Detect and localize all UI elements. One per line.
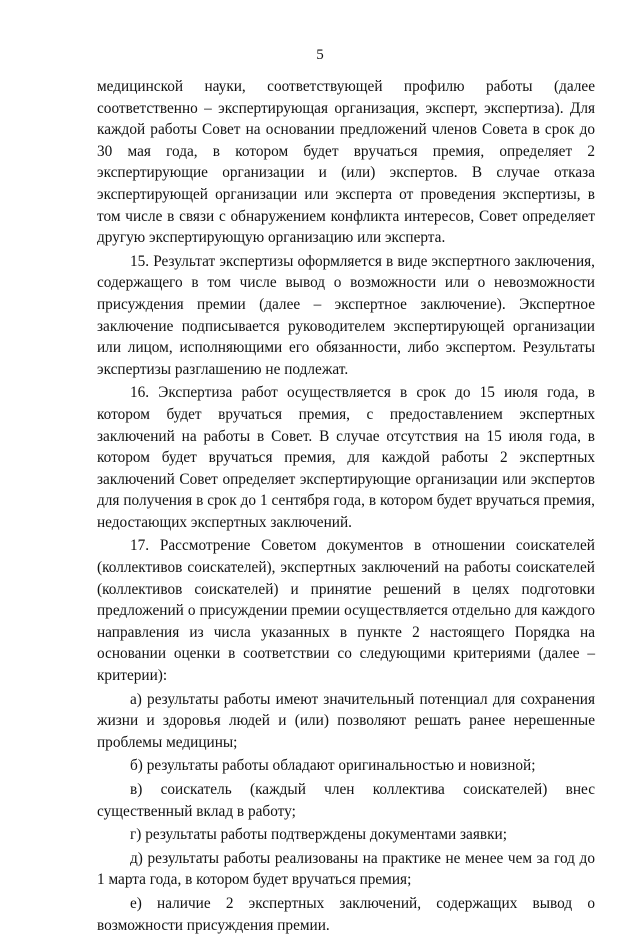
- criterion-g: г) результаты работы подтверждены документами заявки;: [130, 826, 507, 844]
- paragraph-item-16: 16. Экспертиза работ осуществляется в срок до 15 июля года, в котором будет вручаться премия, с предоставлением экспертных заключений на работы в Совет. В случае отсутствия на 15 июля года, в котором будет вручаться премия, для каждой работы 2 экспертных заключений Совет определяет экспертирующие организации или экспертов для получения в срок до 1 сентября года, в котором будет вручаться премия, недостающих экспертных заключений.: [97, 384, 595, 531]
- criterion-a: а) результаты работы имеют значительный потенциал для сохранения жизни и здоровья людей и (или) позволяют решать ранее нерешенные проблемы медицины;: [97, 690, 595, 751]
- paragraph-item-15: 15. Результат экспертизы оформляется в виде экспертного заключения, содержащего в том числе вывод о возможности или о невозможности присуждения премии (далее – экспертное заключение). Экспертное заключение подписывается руководителем экспертирующей организации или лицом, исполняющими его обязанности, либо экспертом. Результаты экспертизы разглашению не подлежат.: [97, 252, 595, 378]
- criterion-v: в) соискатель (каждый член коллектива соискателей) внес существенный вклад в работу;: [97, 781, 595, 820]
- criterion-b: б) результаты работы обладают оригинальностью и новизной;: [130, 757, 536, 775]
- criterion-e: е) наличие 2 экспертных заключений, содержащих вывод о возможности присуждения премии.: [97, 894, 595, 934]
- paragraph-item-17: 17. Рассмотрение Советом документов в отношении соискателей (коллективов соискателей), экспертных заключений на работы соискателей (коллективов соискателей) и принятие решений в целях подготовки предложений о присуждении премии осуществляется отдельно для каждого направления из числа указанных в пункте 2 настоящего Порядка на основании оценки в соответствии со следующими критериями (далее – критерии):: [97, 537, 595, 685]
- document-body: [97, 76, 595, 938]
- paragraph-continuation: медицинской науки, соответствующей профилю работы (далее соответственно – экспертирующая организация, эксперт, экспертиза). Для каждой работы Совет на основании предложений членов Совета в срок до 30 мая года, в котором будет вручаться премия, определяет 2 экспертирующие организации и (или) экспертов. В случае отказа экспертирующей организации или эксперта от проведения экспертизы, в том числе в связи с обнаружением конфликта интересов, Совет определяет другую экспертирующую организацию или эксперта.: [97, 78, 595, 247]
- criterion-d: д) результаты работы реализованы на практике не менее чем за год до 1 марта года, в котором будет вручаться премия;: [97, 849, 595, 889]
- page-number: 5: [316, 47, 324, 63]
